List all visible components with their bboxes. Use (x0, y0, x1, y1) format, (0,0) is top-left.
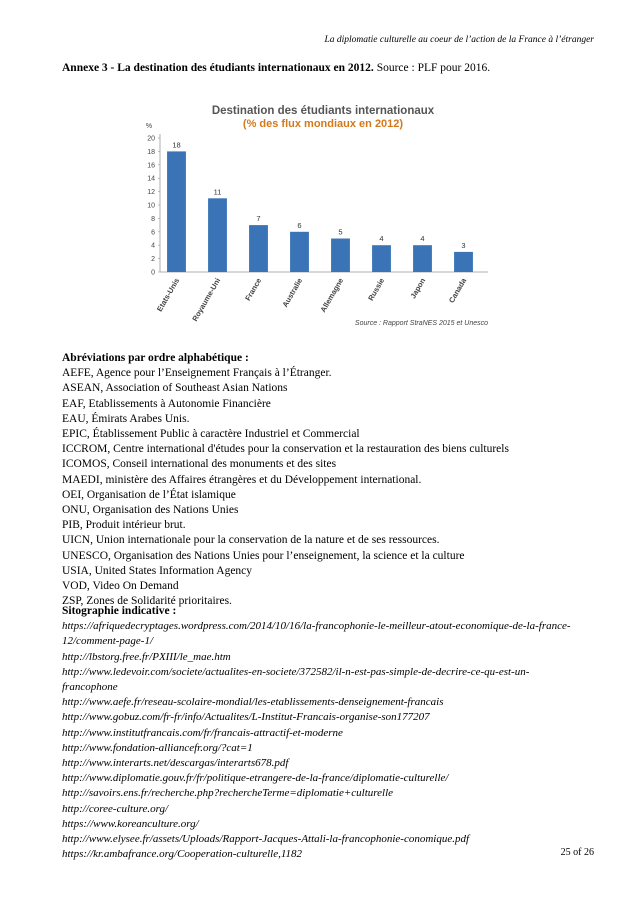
x-tick-label: Etats-Unis (154, 276, 182, 314)
abbreviation-item: PIB, Produit intérieur brut. (62, 519, 186, 532)
bar-japon (413, 245, 432, 272)
abbreviation-item: UNESCO, Organisation des Nations Unies pour l’enseignement, la science et la culture (62, 549, 465, 562)
x-tick-label: Canada (446, 276, 469, 305)
bar-royaume-uni (208, 198, 227, 272)
site-link[interactable]: http://coree-culture.org/ (62, 802, 168, 815)
abbreviation-item: USIA, United States Information Agency (62, 564, 253, 577)
sitography-list (62, 619, 582, 862)
abbreviation-item: EAU, Émirats Arabes Unis. (62, 412, 190, 425)
page-number: 25 of 26 (560, 847, 594, 858)
data-label: 11 (213, 187, 222, 197)
y-tick-label: 2 (151, 256, 155, 264)
y-tick-label: 0 (151, 269, 155, 277)
abbreviations-section (62, 351, 509, 609)
abbreviation-item: EAF, Etablissements à Autonomie Financière (62, 397, 271, 410)
sitography-section (62, 604, 582, 862)
chart-source: Source : Rapport StraNES 2015 et Unesco (354, 320, 488, 327)
x-tick-label: Russie (366, 276, 387, 303)
site-link[interactable]: https://www.koreanculture.org/ (62, 817, 199, 830)
data-label: 18 (172, 140, 181, 150)
site-link[interactable]: http://www.interarts.net/descargas/interarts678.pdf (62, 757, 289, 770)
y-tick-label: 14 (147, 175, 155, 183)
bar-allemagne (331, 239, 350, 273)
y-tick-label: 10 (147, 202, 155, 210)
site-link[interactable]: http://savoirs.ens.fr/recherche.php?rechercheTerme=diplomatie+culturelle (62, 787, 394, 800)
chart-subtitle: (% des flux mondiaux en 2012) (242, 118, 404, 130)
data-label: 4 (420, 234, 425, 244)
destination-bar-chart (118, 92, 518, 340)
annex-title (62, 62, 490, 74)
bar-france (249, 225, 268, 272)
bar-australie (290, 232, 309, 272)
y-tick-label: 18 (147, 148, 155, 156)
y-tick-label: 4 (151, 242, 155, 250)
abbreviations-title: Abréviations par ordre alphabétique : (62, 352, 249, 364)
y-tick-label: 6 (151, 229, 155, 237)
site-link[interactable]: http://www.aefe.fr/reseau-scolaire-mondial/les-etablissements-denseignement-francais (62, 696, 444, 709)
y-tick-label: 16 (147, 162, 155, 170)
site-link[interactable]: http://www.fondation-alliancefr.org/?cat=1 (62, 741, 253, 754)
abbreviations-list (62, 366, 509, 609)
site-link[interactable]: https://kr.ambafrance.org/Cooperation-culturelle,1182 (62, 848, 303, 861)
x-tick-label: Royaume-Uni (190, 276, 223, 323)
abbreviation-item: ICOMOS, Conseil international des monuments et des sites (62, 458, 337, 471)
y-tick-label: 20 (147, 135, 155, 143)
x-tick-label: Allemagne (318, 276, 346, 314)
annex-title-bold: Annexe 3 - La destination des étudiants internationaux en 2012. (62, 62, 374, 74)
site-link[interactable]: http://www.institutfrancais.com/fr/francais-attractif-et-moderne (62, 726, 343, 739)
abbreviation-item: AEFE, Agence pour l’Enseignement Français à l’Étranger. (62, 367, 332, 380)
data-label: 7 (256, 214, 261, 224)
bar-russie (372, 245, 391, 272)
data-label: 4 (379, 234, 384, 244)
abbreviation-item: MAEDI, ministère des Affaires étrangères et du Développement international. (62, 473, 422, 486)
bar-canada (454, 252, 473, 272)
abbreviation-item: ZSP, Zones de Solidarité prioritaires. (62, 595, 232, 608)
abbreviation-item: ICCROM, Centre international d'études pour la conservation et la restauration des biens culturels (62, 443, 509, 456)
abbreviation-item: EPIC, Établissement Public à caractère Industriel et Commercial (62, 428, 360, 441)
data-label: 3 (461, 240, 466, 250)
running-header: La diplomatie culturelle au coeur de l’action de la France à l’étranger (324, 35, 594, 45)
x-tick-label: Japon (408, 276, 428, 301)
data-label: 5 (338, 227, 343, 237)
site-link[interactable]: http://www.diplomatie.gouv.fr/fr/politique-etrangere-de-la-france/diplomatie-culturelle/ (62, 772, 449, 785)
abbreviation-item: VOD, Video On Demand (62, 580, 179, 593)
bar-etats-unis (167, 151, 186, 272)
y-tick-label: 8 (151, 215, 155, 223)
x-tick-label: France (243, 276, 264, 303)
abbreviation-item: ASEAN, Association of Southeast Asian Nations (62, 382, 288, 395)
site-link[interactable]: http://www.elysee.fr/assets/Uploads/Rapport-Jacques-Attali-la-francophonie-conomique.pdf (62, 833, 470, 846)
x-tick-label: Australie (280, 276, 305, 309)
y-tick-label: 12 (147, 189, 155, 197)
annex-source: Source : PLF pour 2016. (373, 62, 491, 74)
abbreviation-item: ONU, Organisation des Nations Unies (62, 504, 239, 517)
site-link[interactable]: http://lbstorg.free.fr/PXIII/le_mae.htm (62, 650, 231, 663)
site-link[interactable]: https://afriquedecryptages.wordpress.com/2014/10/16/la-francophonie-le-meilleur-atout-economique-de-la-france-12/comment-page-1/ (62, 620, 571, 648)
abbreviation-item: OEI, Organisation de l’État islamique (62, 488, 236, 501)
data-label: 6 (297, 220, 302, 230)
site-link[interactable]: http://www.gobuz.com/fr-fr/info/Actualites/L-Institut-Francais-organise-son177207 (62, 711, 430, 724)
sitography-title: Sitographie indicative : (62, 605, 177, 617)
y-axis-label: % (145, 123, 153, 130)
chart-title: Destination des étudiants internationaux (211, 105, 435, 117)
site-link[interactable]: http://www.ledevoir.com/societe/actualites-en-societe/372582/il-n-est-pas-simple-de-decrire-ce-qu-est-un-francophone (62, 665, 530, 694)
abbreviation-item: UICN, Union internationale pour la conservation de la nature et de ses ressources. (62, 534, 440, 547)
